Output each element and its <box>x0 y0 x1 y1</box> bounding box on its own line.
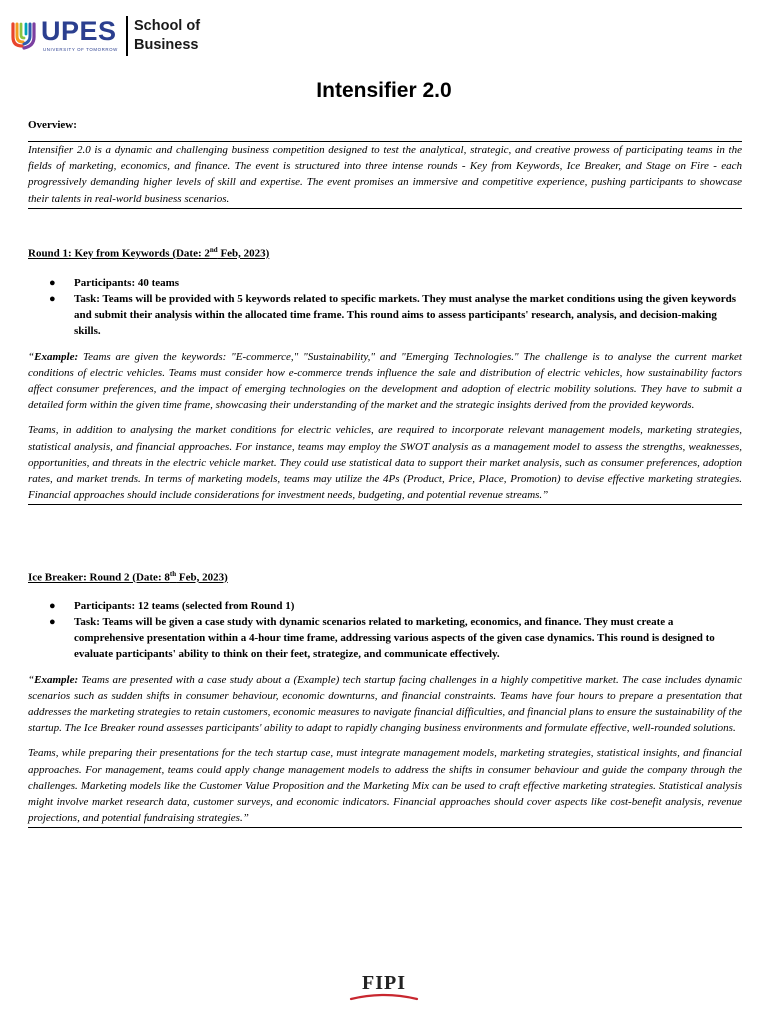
round1-example <box>28 349 742 414</box>
round2-heading-prefix: Ice Breaker: Round 2 (Date: 8 <box>28 571 170 584</box>
school-line-1: School of <box>134 18 201 34</box>
round2-example <box>28 672 742 737</box>
list-item <box>28 598 742 614</box>
round2-heading-sup: th <box>169 570 177 578</box>
bullet-text: Task: Teams will be given a case study with dynamic scenarios related to marketing, economics, and finance. They must create a comprehensive presentation within a 4-hour time frame, addressing various aspects of the given case dynamics. This round is designed to evaluate participants' ability to think on their feet, strategize, and communicate effectively. <box>74 615 715 660</box>
list-item <box>28 614 742 662</box>
round1-heading <box>28 243 742 261</box>
page-title: Intensifier 2.0 <box>316 79 452 102</box>
round2-heading-suffix: Feb, 2023) <box>176 571 228 584</box>
example-text: Teams are given the keywords: "E-commerce," "Sustainability," and "Emerging Technologies." The challenge is to analyse the current market conditions of electric vehicles. Teams must consider how e-commerce trends influence the sale and distribution of electric vehicles, how sustainability factors affect consumer preferences, and the impact of emerging technologies on the development and adoption of electric mobility solutions. They have to submit a detailed form within the given time frame, showcasing their understanding of the market and the strategic insights derived from the provided keywords. <box>28 350 742 412</box>
logo-text: UPES <box>41 16 117 46</box>
bullet-icon: ● <box>49 292 56 305</box>
round1-heading-prefix: Round 1: Key from Keywords (Date: 2 <box>28 247 210 260</box>
upes-logo-icon <box>10 20 38 50</box>
overview-label: Overview: <box>28 119 77 131</box>
round2-section <box>28 567 742 828</box>
round2-bullets <box>28 598 742 662</box>
list-item <box>28 275 742 291</box>
round2-heading <box>28 567 742 585</box>
footer-logo <box>0 972 768 1001</box>
example-label: Example: <box>34 350 79 363</box>
header-divider <box>126 16 128 56</box>
logo-tagline: UNIVERSITY OF TOMORROW <box>43 47 118 52</box>
bullet-icon: ● <box>49 599 56 612</box>
bullet-text: Participants: 40 teams <box>74 276 180 289</box>
header <box>10 14 270 58</box>
round2-paragraph2: Teams, while preparing their presentations for the tech startup case, must integrate management models, marketing strategies, statistical insights, and financial approaches. For management, teams could apply change management models to address the shifts in consumer behaviour and guide the company through the challenges. Marketing models like the Customer Value Proposition and the Marketing Mix can be used to craft effective marketing strategies. Statistical analysis might involve market research data, customer surveys, and economic indicators. Financial approaches should cover aspects like cost-benefit analysis, revenue projections, and potential fundraising strategies.” <box>28 745 742 828</box>
bullet-icon: ● <box>49 615 56 628</box>
example-label: Example: <box>34 673 79 686</box>
round1-heading-sup: nd <box>209 246 218 254</box>
fipi-swoosh-icon <box>349 993 419 1001</box>
round1-paragraph2: Teams, in addition to analysing the market conditions for electric vehicles, are required to incorporate relevant management models, marketing strategies, statistical analysis, and financial approaches. For instance, teams may employ the SWOT analysis as a management model to assess the strengths, weaknesses, opportunities, and threats in the electric vehicle market. They could use statistical data to support their market analysis, such as consumer preferences, adoption rates, and market trends. In terms of marketing models, teams may utilize the 4Ps (Product, Price, Place, Promotion) to devise effective marketing strategies. Financial approaches should include considerations for investment needs, budgeting, and potential revenue streams.” <box>28 422 742 505</box>
school-name <box>134 17 200 55</box>
fipi-logo-text: FIPI <box>362 972 406 994</box>
school-line-2: Business <box>134 37 199 53</box>
open-quote: “ <box>28 350 35 363</box>
open-quote: “ <box>28 673 35 686</box>
example-text: Teams are presented with a case study about a (Example) tech startup facing challenges in a highly competitive market. The case includes dynamic scenarios such as sudden shifts in consumer behaviour, economic downturns, and financial constraints. Teams have four hours to prepare a presentation that addresses the marketing strategies to retain customers, economic measures to navigate financial difficulties, and financial plans to ensure the sustainability of the startup. The Ice Breaker round assesses participants' ability to adapt to rapidly changing business environments and formulate effective, well-rounded solutions. <box>28 673 742 735</box>
round1-heading-suffix: Feb, 2023) <box>217 247 270 260</box>
round1-bullets <box>28 275 742 339</box>
list-item <box>28 291 742 339</box>
round1-section <box>28 243 742 505</box>
bullet-icon: ● <box>49 276 56 289</box>
overview-text: Intensifier 2.0 is a dynamic and challenging business competition designed to test the analytical, strategic, and creative prowess of participating teams in the fields of marketing, economics, and finance. The event is structured into three intense rounds - Key from Keywords, Ice Breaker, and Stage on Fire - each progressively demanding higher levels of skill and expertise. The event promises an immersive and competitive experience, pushing participants to showcase their talents in real-world business scenarios. <box>28 141 742 209</box>
overview-section <box>28 118 742 209</box>
bullet-text: Task: Teams will be provided with 5 keywords related to specific markets. They must analyse the market conditions using the given keywords and submit their analysis within the allocated time frame. This round aims to assess participants' research, analysis, and decision-making skills. <box>74 292 737 337</box>
bullet-text: Participants: 12 teams (selected from Round 1) <box>74 599 295 612</box>
